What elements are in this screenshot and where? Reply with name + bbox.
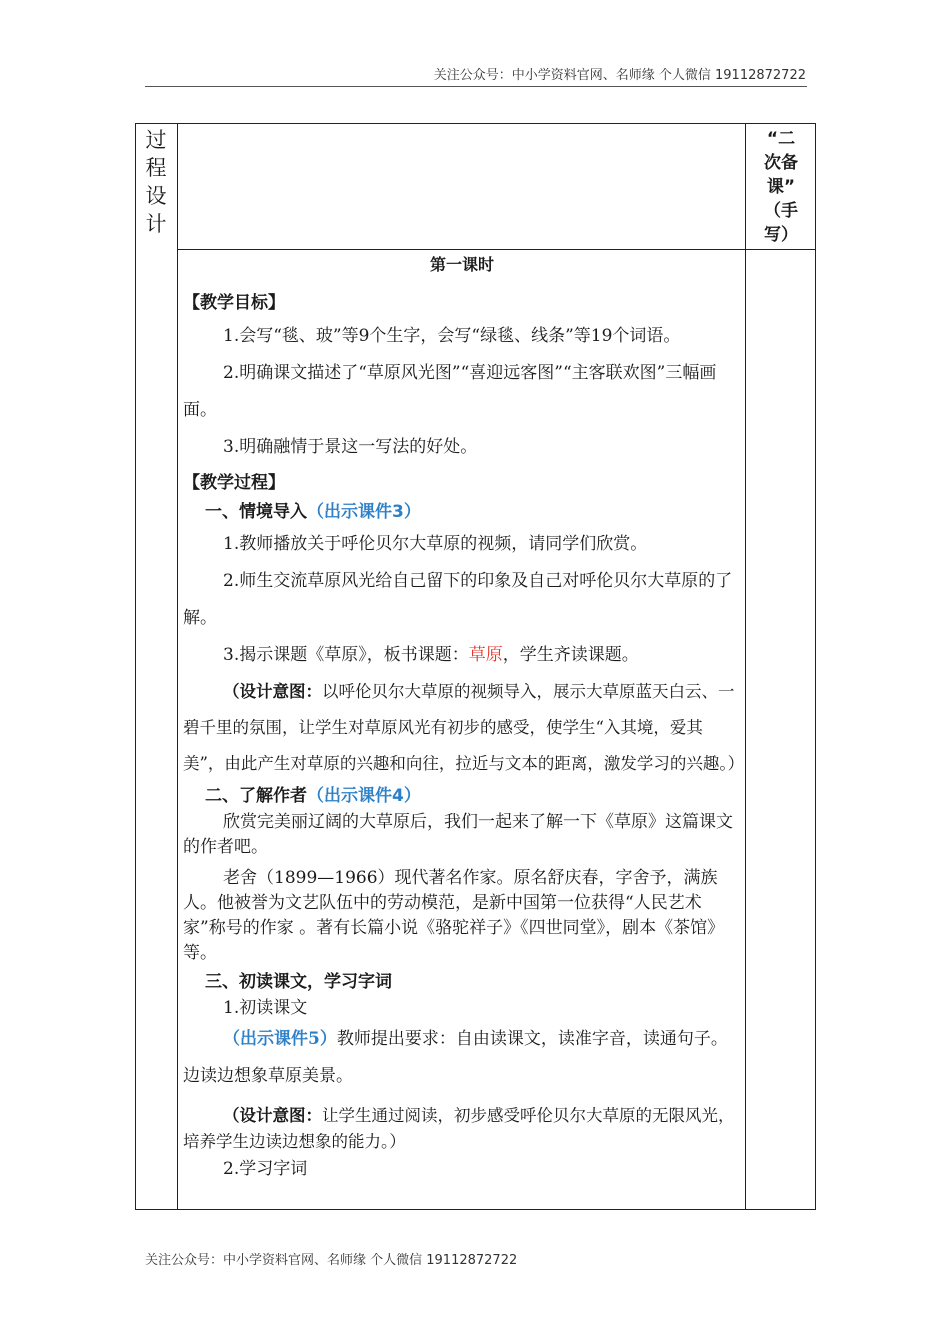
table-divider-label xyxy=(177,123,178,1210)
goals-heading: 【教学目标】 xyxy=(183,293,285,313)
second-prep-label: “二 次备 课” （手 写） xyxy=(764,129,798,245)
slide-tag: （出示课件3） xyxy=(307,502,421,522)
paragraph: 欣赏完美丽辽阔的大草原后，我们一起来了解一下《草原》这篇课文的作者吧。 xyxy=(183,812,733,857)
paragraph: 2.师生交流草原风光给自己留下的印象及自己对呼伦贝尔大草原的了解。 xyxy=(183,571,733,628)
author-bio: 老舍（1899—1966）现代著名作家。原名舒庆春，字舍予，满族人。他被誉为文艺队伍中的劳动模范，是新中国第一位获得“人民艺术家”称号的作家 。著有长篇小说《骆驼祥子》《四世同堂》，剧本《茶馆》等。 xyxy=(183,868,725,963)
section-heading: 三、初读课文，学习字词 xyxy=(205,972,392,992)
process-design-label: 过 程 设 计 xyxy=(145,128,167,236)
goal-item: 2.明确课文描述了“草原风光图”“喜迎远客图”“主客联欢图”三幅画面。 xyxy=(183,363,717,420)
table-divider-notes xyxy=(745,123,746,1210)
paragraph: 1.教师播放关于呼伦贝尔大草原的视频，请同学们欣赏。 xyxy=(223,534,648,554)
design-intent: （设计意图：以呼伦贝尔大草原的视频导入，展示大草原蓝天白云、一碧千里的氛围，让学生对草原风光有初步的感受，使学生“入其境，爱其美”，由此产生对草原的兴趣和向往，拉近与文本的距离，激发学习的兴趣。） xyxy=(183,682,745,773)
slide-tag: （出示课件5） xyxy=(223,1029,337,1049)
section-heading xyxy=(183,498,741,526)
table-border-top xyxy=(135,123,815,124)
design-intent: （设计意图：让学生通过阅读，初步感受呼伦贝尔大草原的无限风光，培养学生边读边想象的能力。） xyxy=(183,1106,735,1151)
slide-tag: （出示课件4） xyxy=(307,786,421,806)
list-item: 2.学习字词 xyxy=(223,1159,308,1179)
lesson-title: 第一课时 xyxy=(429,255,494,274)
goal-item: 3.明确融情于景这一写法的好处。 xyxy=(223,437,478,457)
list-item: 1.初读课文 xyxy=(223,998,308,1018)
page-footer: 关注公众号：中小学资料官网、名师缘 个人微信 19112872722 xyxy=(145,1253,518,1268)
paragraph: （出示课件5）教师提出要求：自由读课文，读准字音，读通句子。边读边想象草原美景。 xyxy=(183,1029,728,1086)
goal-item: 1.会写“毯、玻”等9个生字，会写“绿毯、线条”等19个词语。 xyxy=(223,326,681,346)
paragraph: 3.揭示课题《草原》，板书课题：草原，学生齐读课题。 xyxy=(223,645,639,665)
table-border-left xyxy=(135,123,136,1210)
lesson-content xyxy=(183,250,745,1182)
page-header: 关注公众号：中小学资料官网、名师缘 个人微信 19112872722 xyxy=(433,68,806,83)
board-title: 草原 xyxy=(468,645,503,665)
section-title: 二、了解作者 xyxy=(205,786,307,806)
design-intent-label: （设计意图： xyxy=(223,1106,322,1125)
table-border-bottom xyxy=(135,1209,815,1210)
process-heading: 【教学过程】 xyxy=(183,473,285,493)
header-divider xyxy=(145,86,807,87)
table-border-right xyxy=(815,123,816,1210)
design-intent-label: （设计意图： xyxy=(223,682,322,701)
section-title: 一、情境导入 xyxy=(205,502,307,522)
section-heading xyxy=(183,782,741,810)
